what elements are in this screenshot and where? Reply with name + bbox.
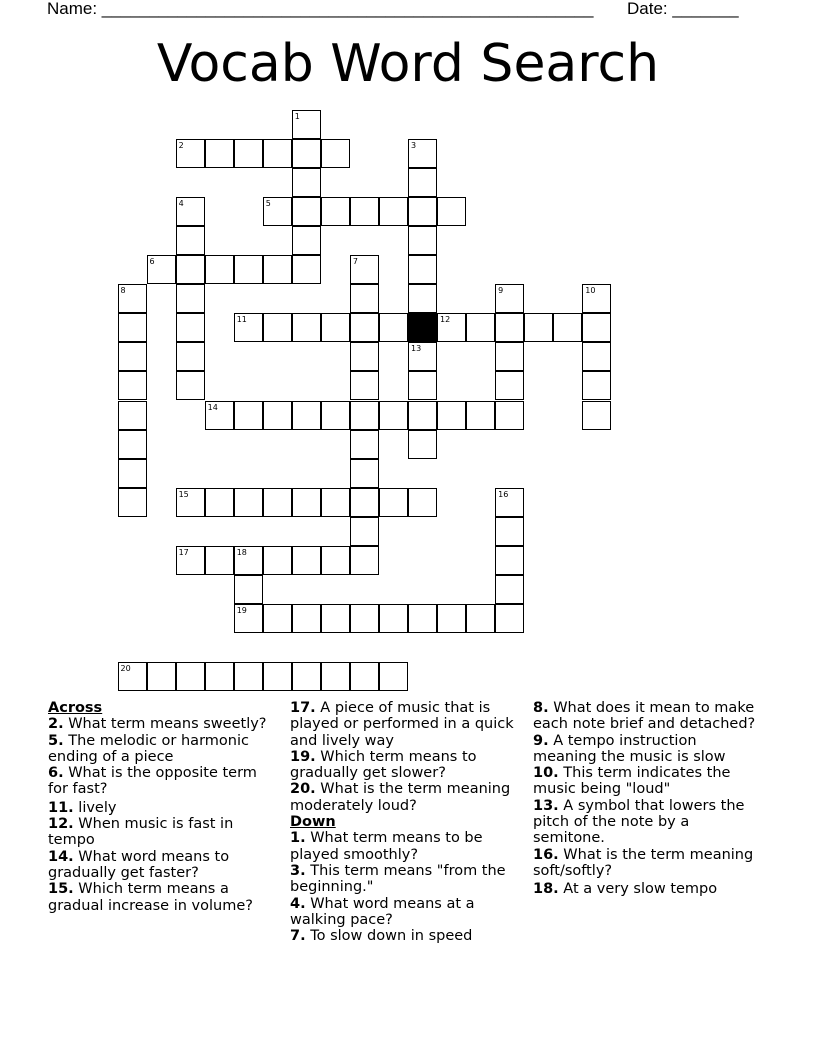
grid-cell[interactable] [263, 488, 292, 517]
grid-cell[interactable] [379, 401, 408, 430]
grid-cell[interactable] [234, 401, 263, 430]
grid-cell[interactable] [234, 313, 263, 342]
grid-number: 20 [120, 663, 131, 673]
grid-cell[interactable] [350, 284, 379, 313]
grid-cell[interactable] [437, 401, 466, 430]
grid-cell[interactable] [234, 575, 263, 604]
grid-cell[interactable] [408, 284, 437, 313]
grid-cell[interactable] [408, 401, 437, 430]
grid-cell[interactable] [408, 255, 437, 284]
grid-cell[interactable] [350, 401, 379, 430]
grid-cell[interactable] [118, 284, 147, 313]
clue-down-13: 13. A symbol that lowers the pitch of the note by a semitone. [533, 797, 745, 847]
grid-cell[interactable] [176, 313, 205, 342]
grid-cell[interactable] [263, 401, 292, 430]
grid-cell[interactable] [118, 662, 147, 691]
grid-number: 16 [498, 489, 509, 499]
grid-cell[interactable] [118, 342, 147, 371]
clue-down-1: 1. What term means to be played smoothly? [290, 830, 483, 863]
grid-cell[interactable] [524, 313, 553, 342]
grid-number: 11 [236, 315, 247, 325]
grid-cell[interactable] [495, 284, 524, 313]
grid-number: 5 [265, 199, 271, 209]
grid-number: 1 [294, 112, 300, 121]
grid-cell[interactable] [495, 575, 524, 604]
grid-number: 15 [178, 489, 189, 499]
grid-cell[interactable] [495, 342, 524, 371]
grid-cell[interactable] [292, 401, 321, 430]
clue-across-6: 6. What is the opposite term for fast? [48, 765, 257, 798]
grid-cell[interactable] [292, 662, 321, 691]
grid-number: 9 [498, 286, 504, 296]
grid-cell[interactable] [205, 401, 234, 430]
date-field-label: Date: _______ [627, 0, 739, 18]
grid-cell[interactable] [263, 662, 292, 691]
grid-cell[interactable] [350, 371, 379, 400]
grid-cell[interactable] [147, 662, 176, 691]
grid-cell[interactable] [147, 255, 176, 284]
grid-number: 3 [411, 141, 417, 151]
grid-cell[interactable] [176, 342, 205, 371]
grid-cell[interactable] [321, 662, 350, 691]
grid-cell[interactable] [350, 255, 379, 284]
grid-number: 14 [207, 402, 218, 412]
grid-cell[interactable] [379, 313, 408, 342]
name-field-label: Name: ____________________________________________________ [47, 0, 594, 18]
grid-cell[interactable] [176, 284, 205, 313]
clue-down-4: 4. What word means at a walking pace? [290, 895, 475, 928]
grid-cell[interactable] [234, 546, 263, 575]
clue-down-18: 18. At a very slow tempo [533, 881, 718, 898]
grid-cell[interactable] [408, 604, 437, 633]
grid-cell[interactable] [408, 168, 437, 197]
grid-cell[interactable] [408, 488, 437, 517]
grid-cell[interactable] [350, 546, 379, 575]
clue-down-10: 10. This term indicates the music being "loud" [533, 765, 731, 798]
grid-cell[interactable] [118, 401, 147, 430]
grid-cell[interactable] [176, 371, 205, 400]
grid-cell[interactable] [495, 313, 524, 342]
grid-cell[interactable] [234, 662, 263, 691]
grid-number: 12 [440, 315, 451, 325]
grid-cell[interactable] [234, 488, 263, 517]
grid-cell[interactable] [292, 546, 321, 575]
grid-number: 8 [120, 286, 126, 296]
grid-cell[interactable] [263, 255, 292, 284]
grid-cell[interactable] [437, 313, 466, 342]
clues-column-1 [48, 700, 280, 914]
grid-cell[interactable] [205, 662, 234, 691]
clue-across-17: 17. A piece of music that is played or performed in a quick and lively way [290, 700, 514, 749]
grid-cell[interactable] [582, 401, 611, 430]
grid-cell[interactable] [292, 488, 321, 517]
grid-cell[interactable] [118, 430, 147, 459]
grid-cell[interactable] [176, 197, 205, 226]
grid-cell[interactable] [176, 226, 205, 255]
grid-cell[interactable] [321, 197, 350, 226]
grid-cell[interactable] [176, 255, 205, 284]
grid-cell[interactable] [408, 430, 437, 459]
clue-across-2: 2. What term means sweetly? [48, 716, 267, 733]
grid-cell[interactable] [263, 139, 292, 168]
grid-cell[interactable] [350, 313, 379, 342]
grid-cell[interactable] [176, 662, 205, 691]
grid-cell[interactable] [292, 197, 321, 226]
grid-cell[interactable] [495, 488, 524, 517]
grid-cell[interactable] [582, 313, 611, 342]
grid-cell[interactable] [495, 604, 524, 633]
grid-cell[interactable] [379, 197, 408, 226]
page-title: Vocab Word Search [156, 34, 660, 94]
grid-cell[interactable] [408, 197, 437, 226]
grid-cell[interactable] [350, 488, 379, 517]
grid-cell[interactable] [437, 197, 466, 226]
grid-cell[interactable] [263, 197, 292, 226]
grid-cell[interactable] [350, 430, 379, 459]
grid-cell[interactable] [582, 284, 611, 313]
grid-cell[interactable] [292, 110, 321, 139]
grid-cell[interactable] [321, 139, 350, 168]
clue-across-12: 12. When music is fast in tempo [48, 816, 234, 849]
grid-cell[interactable] [292, 255, 321, 284]
grid-cell[interactable] [118, 488, 147, 517]
grid-number: 4 [178, 199, 184, 209]
clue-across-20: 20. What is the term meaning moderately loud? [290, 781, 511, 814]
grid-cell[interactable] [466, 604, 495, 633]
grid-cell[interactable] [205, 139, 234, 168]
grid-cell[interactable] [292, 604, 321, 633]
grid-cell[interactable] [176, 139, 205, 168]
grid-cell[interactable] [118, 313, 147, 342]
grid-number: 2 [178, 141, 184, 151]
clue-down-8: 8. What does it mean to make each note brief and detached? [533, 700, 756, 733]
grid-cell[interactable] [350, 662, 379, 691]
grid-cell[interactable] [408, 342, 437, 371]
grid-cell[interactable] [495, 401, 524, 430]
clue-down-9: 9. A tempo instruction meaning the music is slow [533, 732, 726, 765]
clue-across-19: 19. Which term means to gradually get slower? [290, 748, 477, 782]
grid-number: 6 [149, 257, 155, 267]
grid-cell[interactable] [292, 139, 321, 168]
grid-cell[interactable] [379, 488, 408, 517]
grid-cell[interactable] [350, 342, 379, 371]
grid-cell[interactable] [321, 401, 350, 430]
grid-cell[interactable] [292, 313, 321, 342]
clue-across-14: 14. What word means to gradually get faster? [48, 848, 230, 881]
grid-cell[interactable] [234, 139, 263, 168]
clue-down-3: 3. This term means "from the beginning." [290, 862, 506, 896]
grid-cell[interactable] [118, 459, 147, 488]
grid-cell[interactable] [205, 546, 234, 575]
clue-across-11: 11. lively [48, 799, 117, 816]
grid-cell[interactable] [350, 197, 379, 226]
grid-cell[interactable] [466, 401, 495, 430]
across-heading: Across [48, 700, 103, 716]
grid-cell[interactable] [408, 139, 437, 168]
clue-down-16: 16. What is the term meaning soft/softly? [533, 846, 754, 879]
grid-number: 19 [236, 605, 247, 615]
grid-cell[interactable] [350, 517, 379, 546]
grid-cell[interactable] [176, 546, 205, 575]
grid-cell[interactable] [408, 226, 437, 255]
grid-cell[interactable] [466, 313, 495, 342]
clues-column-2 [290, 700, 526, 944]
grid-cell[interactable] [495, 517, 524, 546]
grid-cell[interactable] [495, 546, 524, 575]
clues-column-3 [533, 700, 763, 898]
grid-number: 10 [585, 286, 596, 296]
grid-cell[interactable] [292, 168, 321, 197]
grid-number: 7 [352, 257, 358, 267]
grid-number: 17 [178, 547, 189, 557]
grid-cell[interactable] [350, 459, 379, 488]
grid-cell[interactable] [321, 488, 350, 517]
grid-cell[interactable] [118, 371, 147, 400]
grid-cell[interactable] [379, 662, 408, 691]
grid-cell-blocked [408, 313, 437, 342]
grid-cell[interactable] [495, 371, 524, 400]
grid-cell[interactable] [408, 371, 437, 400]
grid-cell[interactable] [205, 255, 234, 284]
grid-cell[interactable] [321, 546, 350, 575]
grid-cell[interactable] [582, 342, 611, 371]
grid-cell[interactable] [437, 604, 466, 633]
grid-cell[interactable] [582, 371, 611, 400]
down-heading: Down [290, 814, 336, 831]
grid-cell[interactable] [379, 604, 408, 633]
grid-cell[interactable] [176, 488, 205, 517]
grid-cell[interactable] [553, 313, 582, 342]
clue-across-15: 15. Which term means a gradual increase in volume? [48, 881, 253, 914]
clue-across-5: 5. The melodic or harmonic ending of a piece [48, 732, 249, 765]
grid-cell[interactable] [350, 604, 379, 633]
grid-cell[interactable] [234, 255, 263, 284]
grid-cell[interactable] [321, 313, 350, 342]
grid-cell[interactable] [321, 604, 350, 633]
grid-cell[interactable] [205, 488, 234, 517]
grid-cell[interactable] [263, 546, 292, 575]
grid-cell[interactable] [234, 604, 263, 633]
grid-number: 13 [411, 344, 422, 354]
grid-cell[interactable] [263, 313, 292, 342]
grid-number: 18 [236, 547, 247, 557]
clue-down-7: 7. To slow down in speed [290, 928, 473, 945]
grid-cell[interactable] [292, 226, 321, 255]
grid-cell[interactable] [263, 604, 292, 633]
